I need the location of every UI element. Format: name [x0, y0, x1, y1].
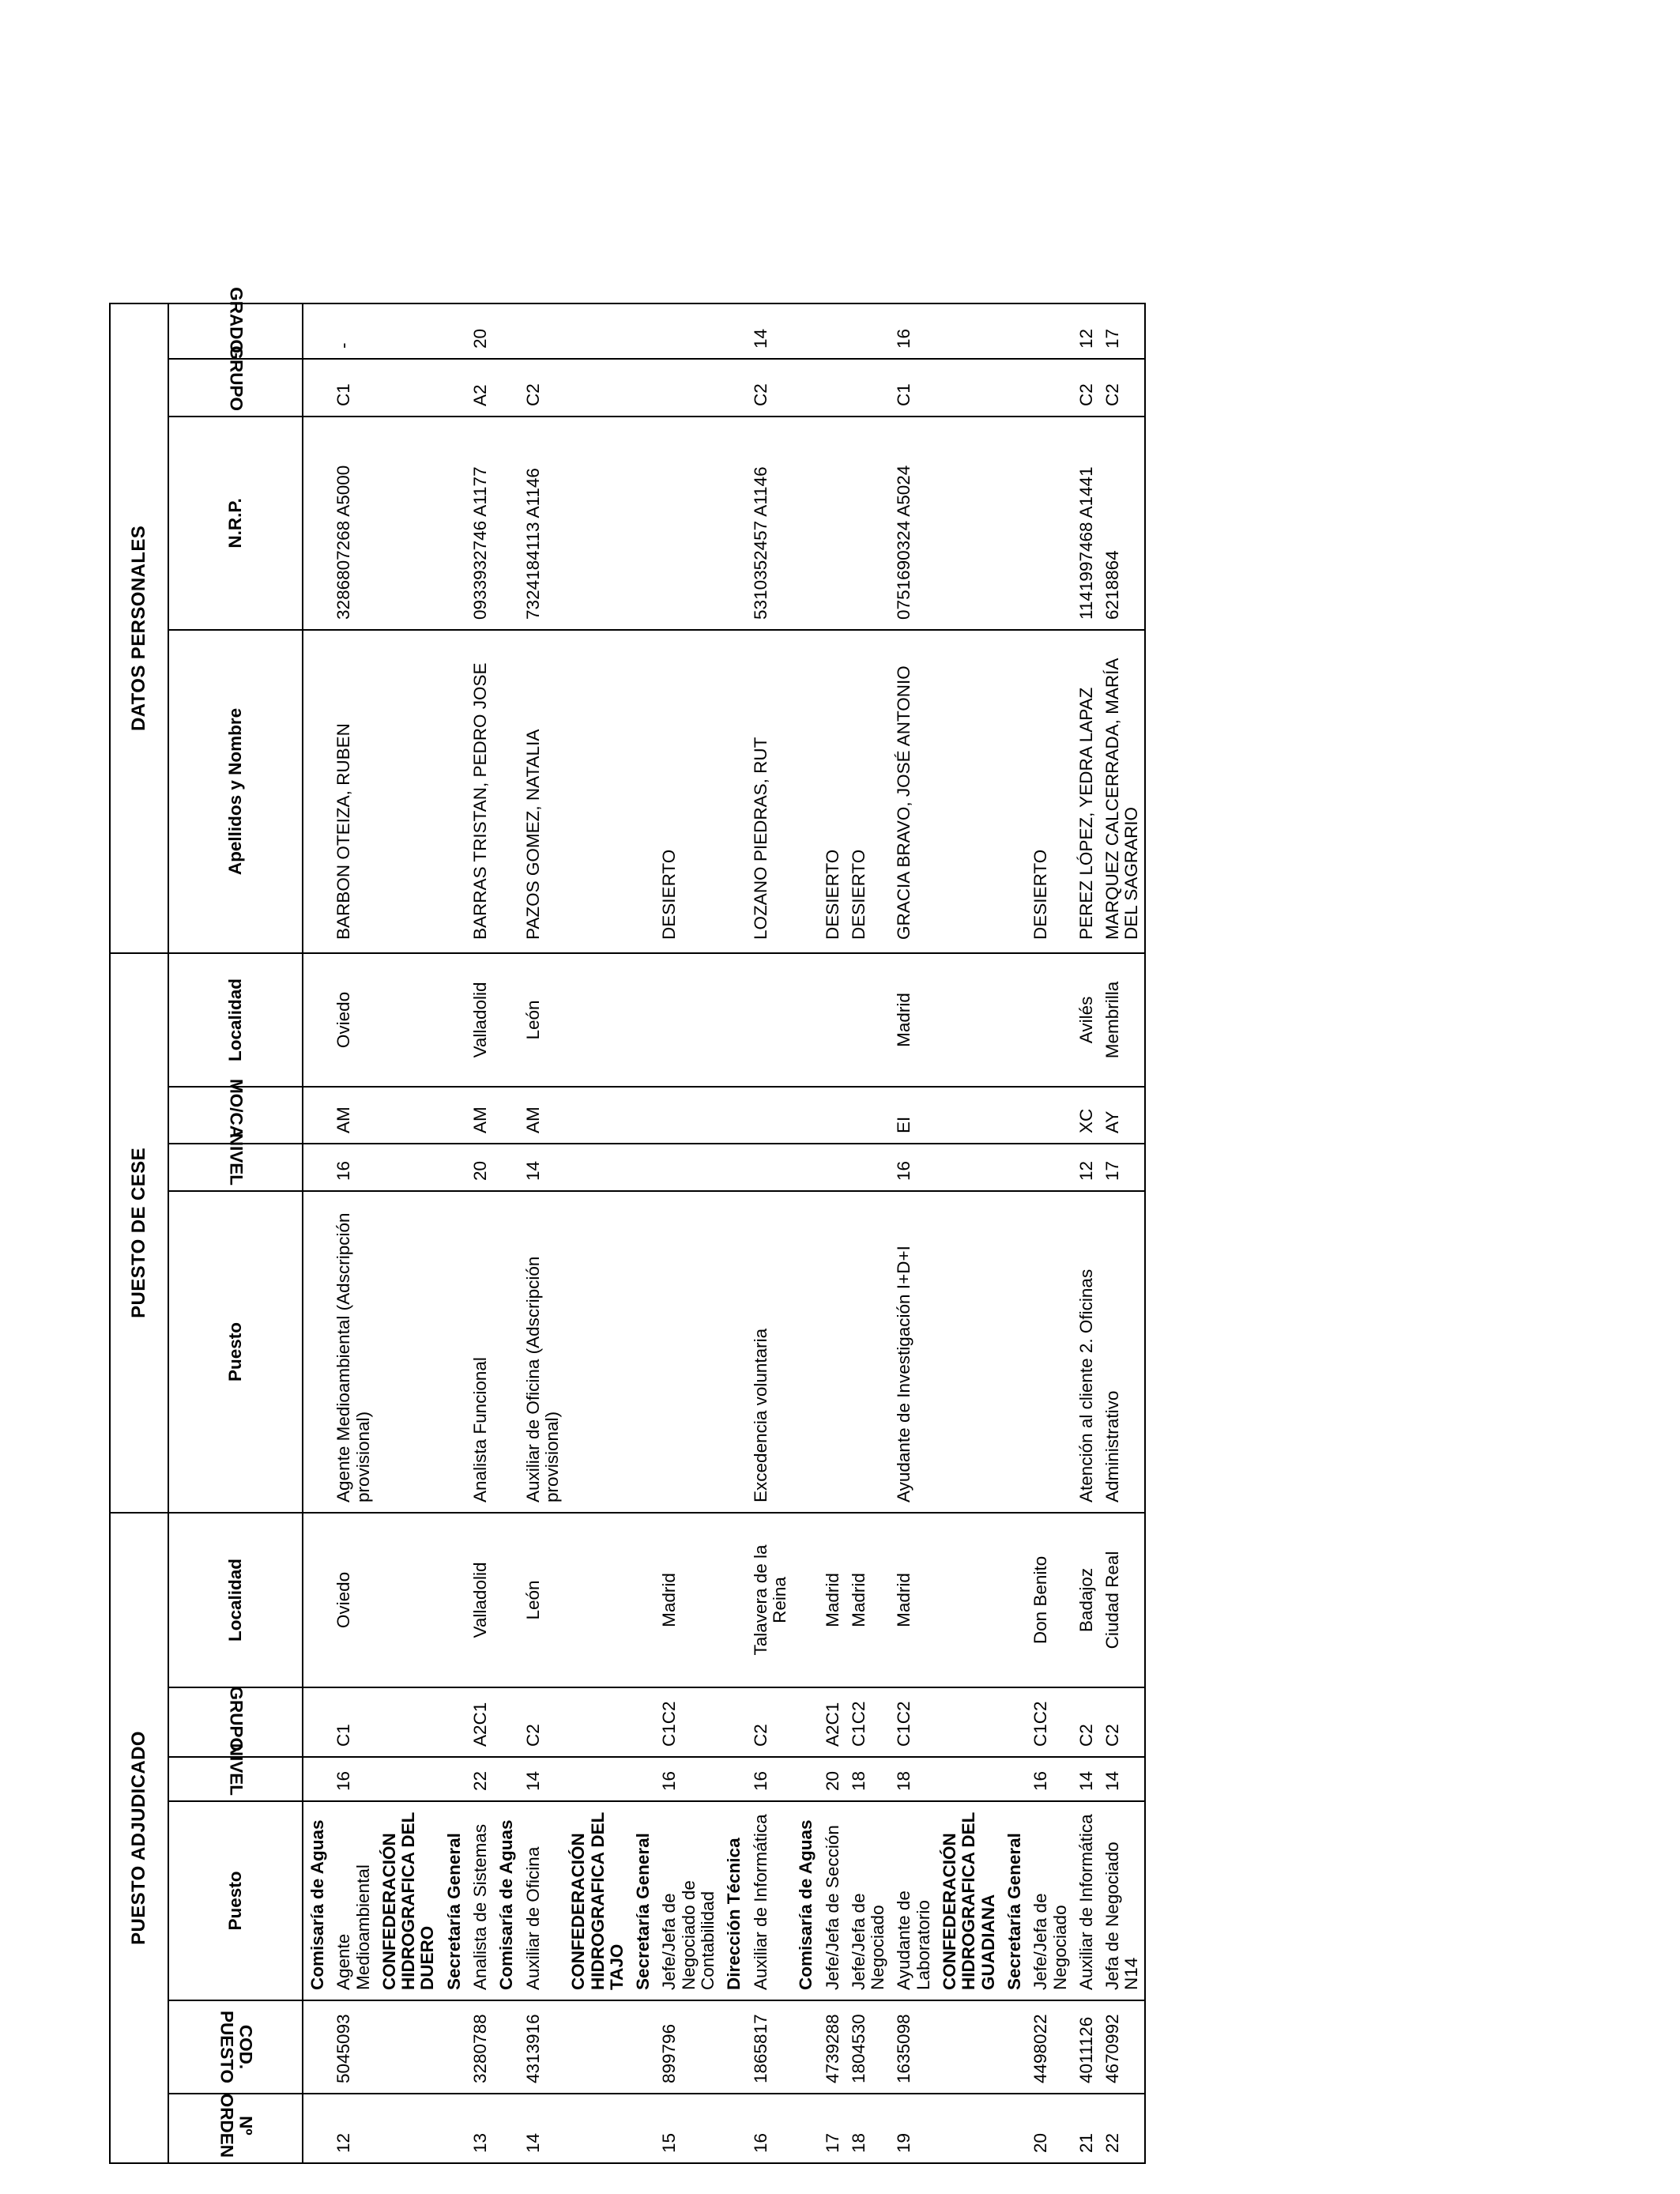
cell-cod: 3280788 [466, 2000, 492, 2094]
cell-orden: 16 [747, 2094, 793, 2163]
cell-nivel: 14 [519, 1757, 565, 1801]
cell-cod: 1865817 [747, 2000, 793, 2094]
cell-localidad: Don Benito [1026, 1513, 1072, 1687]
cell-cese-puesto: Excedencia voluntaria [747, 1191, 793, 1513]
cell-cese-puesto: Ayudante de Investigación I+D+I [890, 1191, 936, 1513]
header-dp-grupo: GRUPO [168, 359, 303, 417]
cell-puesto: Jefa de Negociado N14 [1098, 1801, 1145, 2000]
cell-nrp: 5310352457 A1146 [747, 417, 793, 630]
table-row [655, 34, 720, 2163]
cell-cese-puesto [819, 1191, 845, 1513]
cell-localidad: Ciudad Real [1098, 1513, 1145, 1687]
cell-nombre: GRACIA BRAVO, JOSÉ ANTONIO [890, 630, 936, 953]
cell-grado [655, 303, 720, 359]
cell-nrp: 0933932746 A1177 [466, 417, 492, 630]
cell-localidad: Madrid [845, 1513, 891, 1687]
cell-cese-nivel: 20 [466, 1144, 492, 1191]
cell-cese-nivel: 17 [1098, 1144, 1145, 1191]
cell-cese-moca [845, 1087, 891, 1144]
header-cese-puesto: Puesto [168, 1191, 303, 1513]
cell-cese-puesto: Atención al cliente 2. Oficinas [1072, 1191, 1098, 1513]
cell-orden: 13 [466, 2094, 492, 2163]
cell-cese-moca [747, 1087, 793, 1144]
section-label: Secretaría General [629, 1801, 655, 2000]
cell-nombre: DESIERTO [1026, 630, 1072, 953]
cell-nivel: 16 [747, 1757, 793, 1801]
section-label: Secretaría General [440, 1801, 466, 2000]
cell-grupo: A2C1 [819, 1687, 845, 1757]
cell-cese-puesto [655, 1191, 720, 1513]
cell-cese-moca: AY [1098, 1087, 1145, 1144]
cell-localidad: Madrid [819, 1513, 845, 1687]
cell-cese-localidad [655, 953, 720, 1087]
header-cese-moca: MO/CA [168, 1087, 303, 1144]
cell-nrp [1026, 417, 1072, 630]
cell-nivel: 16 [655, 1757, 720, 1801]
cell-cese-localidad: Madrid [890, 953, 936, 1087]
cell-cese-puesto [1026, 1191, 1072, 1513]
cell-nrp [655, 417, 720, 630]
cell-grupo: C2 [519, 1687, 565, 1757]
cell-cese-localidad [1026, 953, 1072, 1087]
table-row [330, 34, 375, 2163]
cell-cod: 899796 [655, 2000, 720, 2094]
cell-cese-localidad [747, 953, 793, 1087]
cell-cod: 4670992 [1098, 2000, 1145, 2094]
cell-grupo: C1C2 [845, 1687, 891, 1757]
cell-grado [1026, 303, 1072, 359]
section-row [629, 34, 655, 2163]
cell-cese-moca [655, 1087, 720, 1144]
cell-localidad: Oviedo [330, 1513, 375, 1687]
cell-nombre: LOZANO PIEDRAS, RUT [747, 630, 793, 953]
cell-cese-moca [819, 1087, 845, 1144]
table-row [747, 34, 793, 2163]
group-datos-personales: DATOS PERSONALES [110, 303, 168, 953]
cell-nivel: 20 [819, 1757, 845, 1801]
cell-nombre: DESIERTO [655, 630, 720, 953]
cell-puesto: Jefe/Jefa de Negociado de Contabilidad [655, 1801, 720, 2000]
header-nrp: N.R.P. [168, 417, 303, 630]
cell-nombre: PAZOS GOMEZ, NATALIA [519, 630, 565, 953]
table-row [890, 34, 936, 2163]
section-label: Dirección Técnica [720, 1801, 746, 2000]
section-row [720, 34, 746, 2163]
cell-grado: 14 [747, 303, 793, 359]
cell-cod: 5045093 [330, 2000, 375, 2094]
cell-grado: 20 [466, 303, 492, 359]
cell-cese-nivel [747, 1144, 793, 1191]
cell-localidad: Valladolid [466, 1513, 492, 1687]
cell-puesto: Analista de Sistemas [466, 1801, 492, 2000]
cell-cod: 4498022 [1026, 2000, 1072, 2094]
cell-cese-localidad [845, 953, 891, 1087]
cell-cod: 4739288 [819, 2000, 845, 2094]
section-row [303, 34, 330, 2163]
cell-nombre: DESIERTO [845, 630, 891, 953]
cell-cese-nivel [655, 1144, 720, 1191]
header-cese-localidad: Localidad [168, 953, 303, 1087]
cell-grupo: C2 [1072, 1687, 1098, 1757]
cell-cese-puesto: Administrativo [1098, 1191, 1145, 1513]
cell-nrp [819, 417, 845, 630]
section-label: Comisaría de Aguas [492, 1801, 518, 2000]
cell-grado: 12 [1072, 303, 1098, 359]
header-grupo: GRUPO [168, 1687, 303, 1757]
cell-orden: 15 [655, 2094, 720, 2163]
column-header-row [168, 34, 303, 2163]
header-puesto: Puesto [168, 1801, 303, 2000]
cell-dp-grupo: C2 [1098, 359, 1145, 417]
cell-cese-nivel [819, 1144, 845, 1191]
cell-cese-localidad: Avilés [1072, 953, 1098, 1087]
cell-cese-moca: AM [466, 1087, 492, 1144]
group-puesto-adjudicado: PUESTO ADJUDICADO [110, 1513, 168, 2163]
cell-orden: 22 [1098, 2094, 1145, 2163]
adjudication-table [109, 33, 1146, 2164]
cell-cese-moca: XC [1072, 1087, 1098, 1144]
cell-localidad: Badajoz [1072, 1513, 1098, 1687]
cell-dp-grupo: A2 [466, 359, 492, 417]
cell-dp-grupo [845, 359, 891, 417]
table-row [1026, 34, 1072, 2163]
table-row [845, 34, 891, 2163]
cell-nombre: BARRAS TRISTAN, PEDRO JOSE [466, 630, 492, 953]
cell-puesto: Jefe/Jefa de Negociado [845, 1801, 891, 2000]
section-label: Secretaría General [1000, 1801, 1026, 2000]
cell-dp-grupo: C2 [747, 359, 793, 417]
cell-cese-localidad: Valladolid [466, 953, 492, 1087]
cell-cod: 4011126 [1072, 2000, 1098, 2094]
cell-nombre: BARBON OTEIZA, RUBEN [330, 630, 375, 953]
cell-nrp: 0751690324 A5024 [890, 417, 936, 630]
cell-orden: 12 [330, 2094, 375, 2163]
cell-cese-puesto: Auxiliar de Oficina (Adscripción provisional) [519, 1191, 565, 1513]
cell-cese-moca: AM [330, 1087, 375, 1144]
cell-nrp: 1141997468 A1441 [1072, 417, 1098, 630]
cell-grupo: C1C2 [890, 1687, 936, 1757]
cell-nivel: 14 [1072, 1757, 1098, 1801]
cell-puesto: Auxiliar de Informática [1072, 1801, 1098, 2000]
section-row [936, 34, 1000, 2163]
cell-cese-localidad: León [519, 953, 565, 1087]
section-label: Comisaría de Aguas [303, 1801, 330, 2000]
table-row [1072, 34, 1098, 2163]
cell-nivel: 14 [1098, 1757, 1145, 1801]
cell-puesto: Auxiliar de Oficina [519, 1801, 565, 2000]
cell-grado: 16 [890, 303, 936, 359]
section-label: CONFEDERACIÓN HIDROGRAFICA DEL DUERO [375, 1801, 440, 2000]
cell-cese-moca [1026, 1087, 1072, 1144]
cell-nivel: 18 [890, 1757, 936, 1801]
cell-nombre: MARQUEZ CALCERRADA, MARÍA DEL SAGRARIO [1098, 630, 1145, 953]
cell-puesto: Auxiliar de Informática [747, 1801, 793, 2000]
section-row [792, 34, 818, 2163]
cell-grupo: C2 [747, 1687, 793, 1757]
header-cese-nivel: NIVEL [168, 1144, 303, 1191]
cell-puesto: Ayudante de Laboratorio [890, 1801, 936, 2000]
cell-cod: 4313916 [519, 2000, 565, 2094]
cell-dp-grupo: C1 [330, 359, 375, 417]
cell-nombre: PEREZ LÓPEZ, YEDRA LAPAZ [1072, 630, 1098, 953]
cell-localidad: Talavera de la Reina [747, 1513, 793, 1687]
cell-nrp [845, 417, 891, 630]
cell-nrp: 7324184113 A1146 [519, 417, 565, 630]
section-label: CONFEDERACIÓN HIDROGRAFICA DEL TAJO [564, 1801, 629, 2000]
cell-localidad: León [519, 1513, 565, 1687]
cell-grupo: A2C1 [466, 1687, 492, 1757]
cell-cese-nivel: 14 [519, 1144, 565, 1191]
cell-dp-grupo [819, 359, 845, 417]
cell-cese-localidad [819, 953, 845, 1087]
cell-puesto: Agente Medioambiental [330, 1801, 375, 2000]
cell-grado [519, 303, 565, 359]
section-row [1000, 34, 1026, 2163]
cell-grado: - [330, 303, 375, 359]
cell-cese-puesto [845, 1191, 891, 1513]
cell-grupo: C1C2 [655, 1687, 720, 1757]
section-label: CONFEDERACIÓN HIDROGRAFICA DEL GUADIANA [936, 1801, 1000, 2000]
cell-localidad: Madrid [655, 1513, 720, 1687]
cell-orden: 17 [819, 2094, 845, 2163]
cell-cese-nivel [845, 1144, 891, 1191]
cell-nivel: 22 [466, 1757, 492, 1801]
group-puesto-cese: PUESTO DE CESE [110, 953, 168, 1513]
cell-cod: 1804530 [845, 2000, 891, 2094]
cell-grado: 17 [1098, 303, 1145, 359]
cell-grupo: C1C2 [1026, 1687, 1072, 1757]
cell-orden: 21 [1072, 2094, 1098, 2163]
section-row [375, 34, 440, 2163]
header-nivel: NIVEL [168, 1757, 303, 1801]
header-apellidos: Apellidos y Nombre [168, 630, 303, 953]
cell-dp-grupo: C2 [1072, 359, 1098, 417]
cell-cese-puesto: Agente Medioambiental (Adscripción provisional) [330, 1191, 375, 1513]
cell-grupo: C2 [1098, 1687, 1145, 1757]
header-cod-puesto: COD. PUESTO [168, 2000, 303, 2094]
cell-cese-moca: AM [519, 1087, 565, 1144]
cell-dp-grupo: C2 [519, 359, 565, 417]
table-row [519, 34, 565, 2163]
section-row [492, 34, 518, 2163]
cell-grupo: C1 [330, 1687, 375, 1757]
cell-grado [819, 303, 845, 359]
cell-cese-localidad: Membrilla [1098, 953, 1145, 1087]
header-localidad: Localidad [168, 1513, 303, 1687]
table-row [1098, 34, 1145, 2163]
cell-localidad: Madrid [890, 1513, 936, 1687]
cell-cese-moca: EI [890, 1087, 936, 1144]
section-row [564, 34, 629, 2163]
cell-nivel: 16 [330, 1757, 375, 1801]
cell-cese-nivel: 16 [330, 1144, 375, 1191]
section-row [440, 34, 466, 2163]
header-orden: Nº ORDEN [168, 2094, 303, 2163]
cell-nivel: 16 [1026, 1757, 1072, 1801]
cell-cese-nivel: 16 [890, 1144, 936, 1191]
cell-nombre: DESIERTO [819, 630, 845, 953]
cell-puesto: Jefe/Jefa de Negociado [1026, 1801, 1072, 2000]
cell-cese-nivel: 12 [1072, 1144, 1098, 1191]
cell-orden: 19 [890, 2094, 936, 2163]
group-header-row [110, 34, 168, 2163]
cell-orden: 20 [1026, 2094, 1072, 2163]
cell-nivel: 18 [845, 1757, 891, 1801]
cell-nrp: 3286807268 A5000 [330, 417, 375, 630]
cell-cod: 1635098 [890, 2000, 936, 2094]
cell-cese-nivel [1026, 1144, 1072, 1191]
cell-puesto: Jefe/Jefa de Sección [819, 1801, 845, 2000]
cell-dp-grupo: C1 [890, 359, 936, 417]
cell-cese-localidad: Oviedo [330, 953, 375, 1087]
table-row [466, 34, 492, 2163]
table-row [819, 34, 845, 2163]
header-grado: GRADO [168, 303, 303, 359]
cell-dp-grupo [1026, 359, 1072, 417]
cell-orden: 14 [519, 2094, 565, 2163]
cell-nrp: 6218864 [1098, 417, 1145, 630]
cell-grado [845, 303, 891, 359]
cell-cese-puesto: Analista Funcional [466, 1191, 492, 1513]
cell-dp-grupo [655, 359, 720, 417]
section-label: Comisaría de Aguas [792, 1801, 818, 2000]
cell-orden: 18 [845, 2094, 891, 2163]
